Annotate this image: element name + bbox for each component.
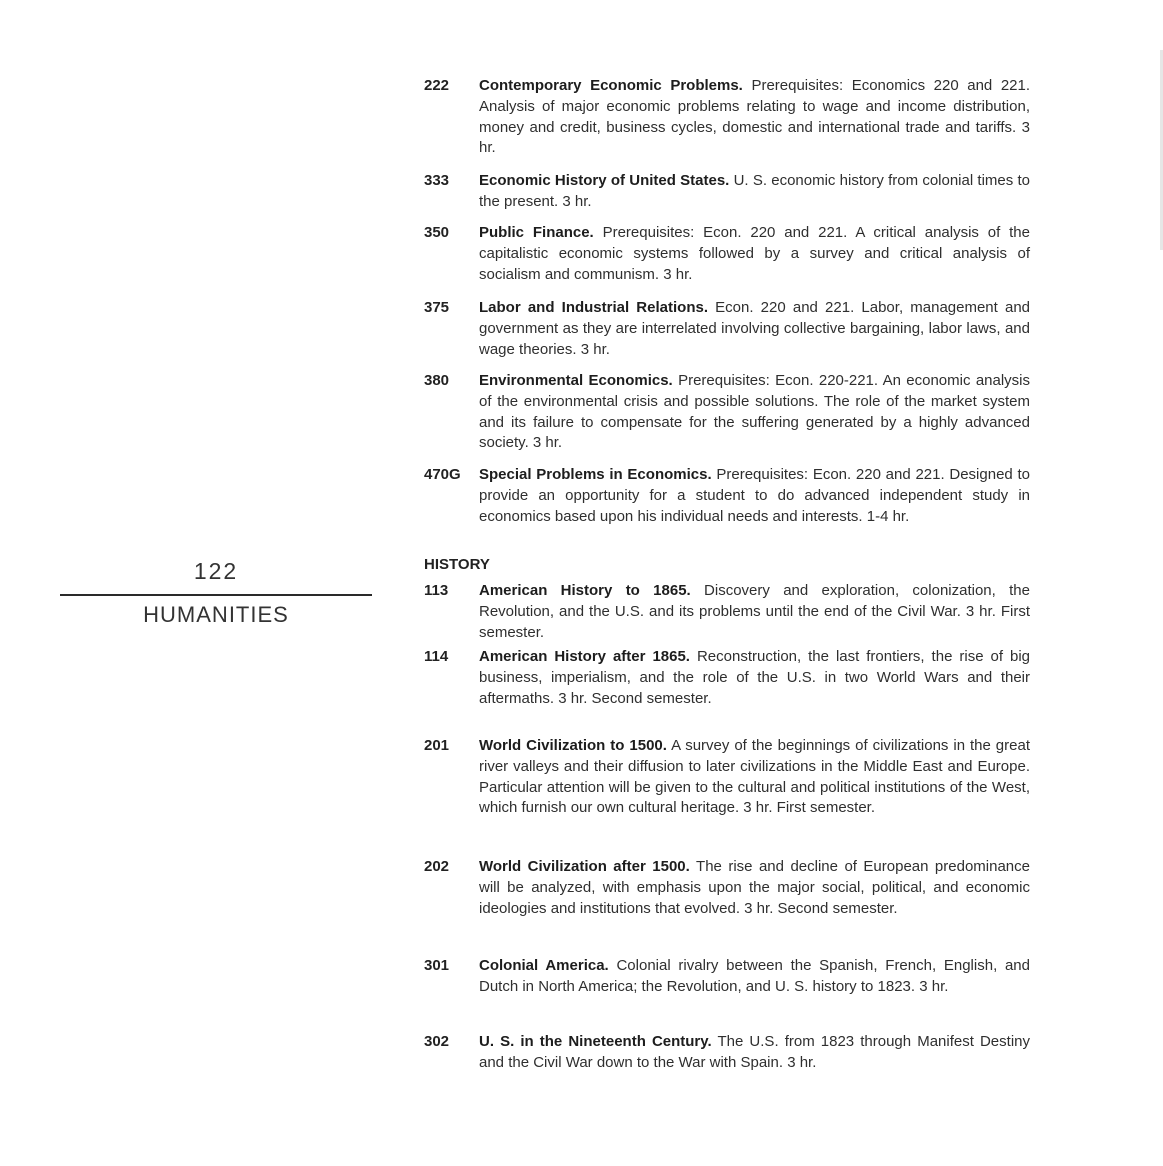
course-entry: [424, 76, 1030, 159]
course-code: 380: [424, 372, 450, 389]
course-title: Special Problems in Economics.: [479, 466, 712, 483]
course-entry: [424, 465, 1030, 527]
course-title: Colonial America.: [479, 957, 609, 974]
course-description: [479, 956, 1030, 998]
course-code: 222: [424, 77, 450, 94]
course-text: Prerequisites: Economics 220 and 221. Analysis of major economic problems relating to wage and income distribution, money and credit, business cycles, domestic and international trade and tariffs. 3 hr.: [479, 77, 1031, 157]
course-code: 470G: [424, 466, 461, 483]
course-entry: [424, 581, 1030, 643]
course-description: [479, 223, 1030, 285]
course-title: Economic History of United States.: [479, 172, 730, 189]
course-description: [479, 171, 1030, 213]
course-text: Prerequisites: Econ. 220-221. An economic analysis of the environmental crisis and possible solutions. The role of the market system and its failure to compensate for the suffering generated by a highly advanced society. 3 hr.: [479, 372, 1031, 452]
course-title: U. S. in the Nineteenth Century.: [479, 1033, 712, 1050]
course-text: Colonial rivalry between the Spanish, French, English, and Dutch in North America; the Revolution, and U. S. history to 1823. 3 hr.: [479, 957, 1030, 995]
course-text: The rise and decline of European predominance will be analyzed, with emphasis upon the major social, political, and economic ideologies and institutions that evolved. 3 hr. Second semester.: [479, 858, 1030, 917]
course-description: [479, 465, 1030, 527]
section-label: HUMANITIES: [143, 602, 289, 627]
course-title: Environmental Economics.: [479, 372, 673, 389]
course-description: [479, 736, 1030, 819]
course-code: 302: [424, 1033, 450, 1050]
course-text: Econ. 220 and 221. Labor, management and government as they are interrelated involving collective bargaining, labor laws, and wage theories. 3 hr.: [479, 299, 1031, 358]
course-entry: [424, 956, 1030, 998]
course-text: Reconstruction, the last frontiers, the rise of big business, imperialism, and the role of the U.S. in two World Wars and their aftermaths. 3 hr. Second semester.: [479, 648, 1030, 707]
course-code: 113: [424, 582, 449, 599]
section-heading-history: HISTORY: [424, 556, 490, 573]
course-text: Discovery and exploration, colonization, the Revolution, and the U.S. and its problems until the end of the Civil War. 3 hr. First semester.: [479, 582, 1030, 641]
course-text: Prerequisites: Econ. 220 and 221. A critical analysis of the capitalistic economic systems followed by a survey and critical analysis of socialism and communism. 3 hr.: [479, 224, 1030, 283]
course-description: [479, 76, 1030, 159]
course-code: 301: [424, 957, 450, 974]
course-code: 114: [424, 648, 449, 665]
course-description: [479, 647, 1030, 709]
course-title: Labor and Industrial Relations.: [479, 299, 708, 316]
course-entry: [424, 736, 1030, 819]
course-entry: [424, 371, 1030, 454]
course-description: [479, 1032, 1030, 1074]
course-text: A survey of the beginnings of civilizations in the great river valleys and their diffusion to later civilizations in the Middle East and Europe. Particular attention will be given to the cultural and political institutions of the West, which furnish our own cultural heritage. 3 hr. First semester.: [479, 737, 1031, 817]
course-code: 350: [424, 224, 450, 241]
course-description: [479, 581, 1030, 643]
course-title: American History to 1865.: [479, 582, 691, 599]
course-text: Prerequisites: Econ. 220 and 221. Designed to provide an opportunity for a student to do advanced independent study in economics based upon his individual needs and interests. 1-4 hr.: [479, 466, 1030, 525]
course-code: 375: [424, 299, 450, 316]
course-title: American History after 1865.: [479, 648, 690, 665]
page-number: 122: [193, 558, 239, 584]
course-code: 201: [424, 737, 450, 754]
course-entry: [424, 857, 1030, 919]
course-description: [479, 371, 1030, 454]
course-title: Contemporary Economic Problems.: [479, 77, 743, 94]
course-text: U. S. economic history from colonial times to the present. 3 hr.: [479, 172, 1031, 210]
course-entry: [424, 647, 1030, 709]
course-entry: [424, 223, 1030, 285]
course-title: Public Finance.: [479, 224, 594, 241]
course-entry: [424, 1032, 1030, 1074]
course-title: World Civilization to 1500.: [479, 737, 667, 754]
course-title: World Civilization after 1500.: [479, 858, 690, 875]
section-divider: [60, 594, 372, 596]
course-entry: [424, 298, 1030, 360]
course-code: 202: [424, 858, 450, 875]
course-description: [479, 298, 1030, 360]
course-description: [479, 857, 1030, 919]
course-code: 333: [424, 172, 450, 189]
course-text: The U.S. from 1823 through Manifest Destiny and the Civil War down to the War with Spain. 3 hr.: [479, 1033, 1030, 1071]
course-entry: [424, 171, 1030, 213]
